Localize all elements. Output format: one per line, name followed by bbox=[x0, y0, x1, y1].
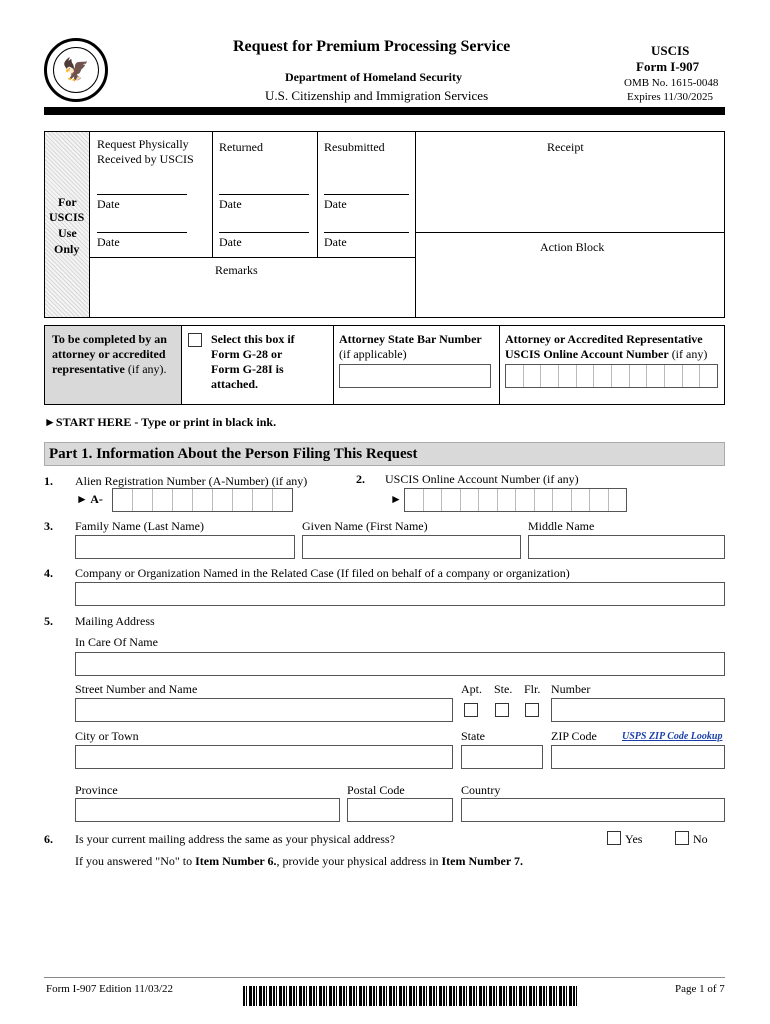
g28-checkbox[interactable] bbox=[188, 333, 202, 347]
apt-checkbox[interactable] bbox=[464, 703, 478, 717]
department-name: Department of Homeland Security bbox=[285, 70, 462, 84]
divider bbox=[212, 131, 213, 257]
company-label: Company or Organization Named in the Related Case (If filed on behalf of a company or organization) bbox=[75, 566, 570, 580]
ste-checkbox[interactable] bbox=[495, 703, 509, 717]
a-number-label: Alien Registration Number (A-Number) (if any) bbox=[75, 474, 308, 488]
date-label: Date bbox=[219, 197, 242, 211]
form-number: Form I-907 bbox=[636, 59, 700, 74]
divider bbox=[415, 131, 416, 318]
street-input[interactable] bbox=[75, 698, 453, 722]
expiration-date: Expires 11/30/2025 bbox=[627, 91, 714, 103]
unit-number-input[interactable] bbox=[551, 698, 725, 722]
middle-name-label: Middle Name bbox=[528, 519, 595, 533]
action-block-label: Action Block bbox=[540, 240, 605, 254]
postal-input[interactable] bbox=[347, 798, 453, 822]
attorney-account-label: USCIS Online Account Number bbox=[505, 347, 669, 361]
arrow-icon: ► bbox=[390, 492, 402, 506]
page-number: Page 1 of 7 bbox=[675, 983, 725, 995]
state-label: State bbox=[461, 729, 485, 743]
given-name-input[interactable] bbox=[302, 535, 521, 559]
zip-lookup-link[interactable]: USPS ZIP Code Lookup bbox=[622, 731, 723, 742]
zip-label: ZIP Code bbox=[551, 729, 597, 743]
yes-checkbox[interactable] bbox=[607, 831, 621, 845]
a-number-prefix: A- bbox=[90, 492, 103, 506]
item-number: 1. bbox=[44, 474, 53, 488]
attorney-intro: attorney or accredited bbox=[52, 347, 166, 361]
g28-label: Select this box if bbox=[211, 332, 295, 346]
city-label: City or Town bbox=[75, 729, 139, 743]
online-account-input[interactable] bbox=[404, 488, 627, 512]
zip-input[interactable] bbox=[551, 745, 725, 769]
divider bbox=[333, 325, 334, 405]
received-label: Request Physically bbox=[97, 137, 189, 151]
family-name-input[interactable] bbox=[75, 535, 295, 559]
omb-number: OMB No. 1615-0048 bbox=[624, 77, 719, 89]
postal-label: Postal Code bbox=[347, 783, 405, 797]
part1-title: Part 1. Information About the Person Filing This Request bbox=[44, 442, 725, 466]
divider bbox=[415, 232, 725, 233]
middle-name-input[interactable] bbox=[528, 535, 725, 559]
side-label-use: Use bbox=[58, 226, 77, 240]
start-here: START HERE - Type or print in black ink. bbox=[55, 415, 277, 429]
date-line bbox=[219, 232, 309, 233]
date-label: Date bbox=[219, 235, 242, 249]
attorney-account-sub: (if any) bbox=[671, 347, 708, 361]
received-label-2: Received by USCIS bbox=[97, 152, 194, 166]
country-label: Country bbox=[461, 783, 501, 797]
form-title: Request for Premium Processing Service bbox=[233, 38, 511, 55]
physical-address-note: If you answered "No" to Item Number 6., provide your physical address in Item Number 7. bbox=[75, 854, 523, 868]
side-label-only: Only bbox=[54, 242, 80, 256]
attorney-account-input[interactable] bbox=[505, 364, 718, 388]
no-checkbox[interactable] bbox=[675, 831, 689, 845]
online-account-label: USCIS Online Account Number (if any) bbox=[385, 472, 579, 486]
start-arrow-icon: ► bbox=[44, 415, 56, 429]
item-number: 3. bbox=[44, 519, 53, 533]
mailing-address-label: Mailing Address bbox=[75, 614, 155, 628]
arrow-icon: ► bbox=[76, 492, 88, 506]
flr-label: Flr. bbox=[524, 682, 541, 696]
eagle-icon: 🦅 bbox=[53, 47, 99, 93]
date-label: Date bbox=[324, 235, 347, 249]
street-label: Street Number and Name bbox=[75, 682, 198, 696]
remarks-label: Remarks bbox=[215, 263, 258, 277]
divider bbox=[317, 131, 318, 257]
item-number: 2. bbox=[356, 472, 365, 486]
returned-label: Returned bbox=[219, 140, 263, 154]
date-label: Date bbox=[324, 197, 347, 211]
city-input[interactable] bbox=[75, 745, 453, 769]
item-number: 6. bbox=[44, 832, 53, 846]
attorney-intro: (if any). bbox=[127, 362, 167, 376]
attorney-account-label: Attorney or Accredited Representative bbox=[505, 332, 703, 346]
state-select[interactable] bbox=[461, 745, 543, 769]
family-name-label: Family Name (Last Name) bbox=[75, 519, 204, 533]
header-rule bbox=[44, 107, 725, 115]
date-line bbox=[324, 194, 409, 195]
divider bbox=[499, 325, 500, 405]
given-name-label: Given Name (First Name) bbox=[302, 519, 428, 533]
dhs-seal bbox=[44, 38, 108, 102]
care-of-input[interactable] bbox=[75, 652, 725, 676]
apt-label: Apt. bbox=[461, 682, 482, 696]
ste-label: Ste. bbox=[494, 682, 513, 696]
care-of-label: In Care Of Name bbox=[75, 635, 158, 649]
side-label-for: For bbox=[58, 195, 77, 209]
yes-label: Yes bbox=[625, 832, 643, 846]
province-label: Province bbox=[75, 783, 118, 797]
no-label: No bbox=[693, 832, 708, 846]
country-input[interactable] bbox=[461, 798, 725, 822]
uscis-label: USCIS bbox=[651, 43, 690, 58]
side-label-uscis: USCIS bbox=[49, 210, 85, 224]
number-label: Number bbox=[551, 682, 591, 696]
divider bbox=[90, 257, 415, 258]
resubmitted-label: Resubmitted bbox=[324, 140, 385, 154]
date-label: Date bbox=[97, 235, 120, 249]
attorney-intro: representative bbox=[52, 362, 125, 376]
g28-label: Form G-28I is bbox=[211, 362, 284, 376]
footer-rule bbox=[44, 977, 725, 978]
g28-label: Form G-28 or bbox=[211, 347, 283, 361]
date-line bbox=[219, 194, 309, 195]
attorney-intro: To be completed by an bbox=[52, 332, 167, 346]
barcode bbox=[243, 986, 579, 1006]
form-edition: Form I-907 Edition 11/03/22 bbox=[46, 983, 174, 995]
a-number-input[interactable] bbox=[112, 488, 293, 512]
company-input[interactable] bbox=[75, 582, 725, 606]
date-line bbox=[97, 232, 187, 233]
province-input[interactable] bbox=[75, 798, 340, 822]
flr-checkbox[interactable] bbox=[525, 703, 539, 717]
date-label: Date bbox=[97, 197, 120, 211]
g28-label: attached. bbox=[211, 377, 258, 391]
agency-name: U.S. Citizenship and Immigration Services bbox=[265, 88, 489, 103]
divider bbox=[181, 325, 182, 405]
bar-number-sub: (if applicable) bbox=[339, 347, 407, 361]
item-number: 5. bbox=[44, 614, 53, 628]
date-line bbox=[324, 232, 409, 233]
bar-number-label: Attorney State Bar Number bbox=[339, 332, 482, 346]
date-line bbox=[97, 194, 187, 195]
bar-number-input[interactable] bbox=[339, 364, 491, 388]
receipt-label: Receipt bbox=[547, 140, 584, 154]
same-address-question: Is your current mailing address the same as your physical address? bbox=[75, 832, 395, 846]
item-number: 4. bbox=[44, 566, 53, 580]
